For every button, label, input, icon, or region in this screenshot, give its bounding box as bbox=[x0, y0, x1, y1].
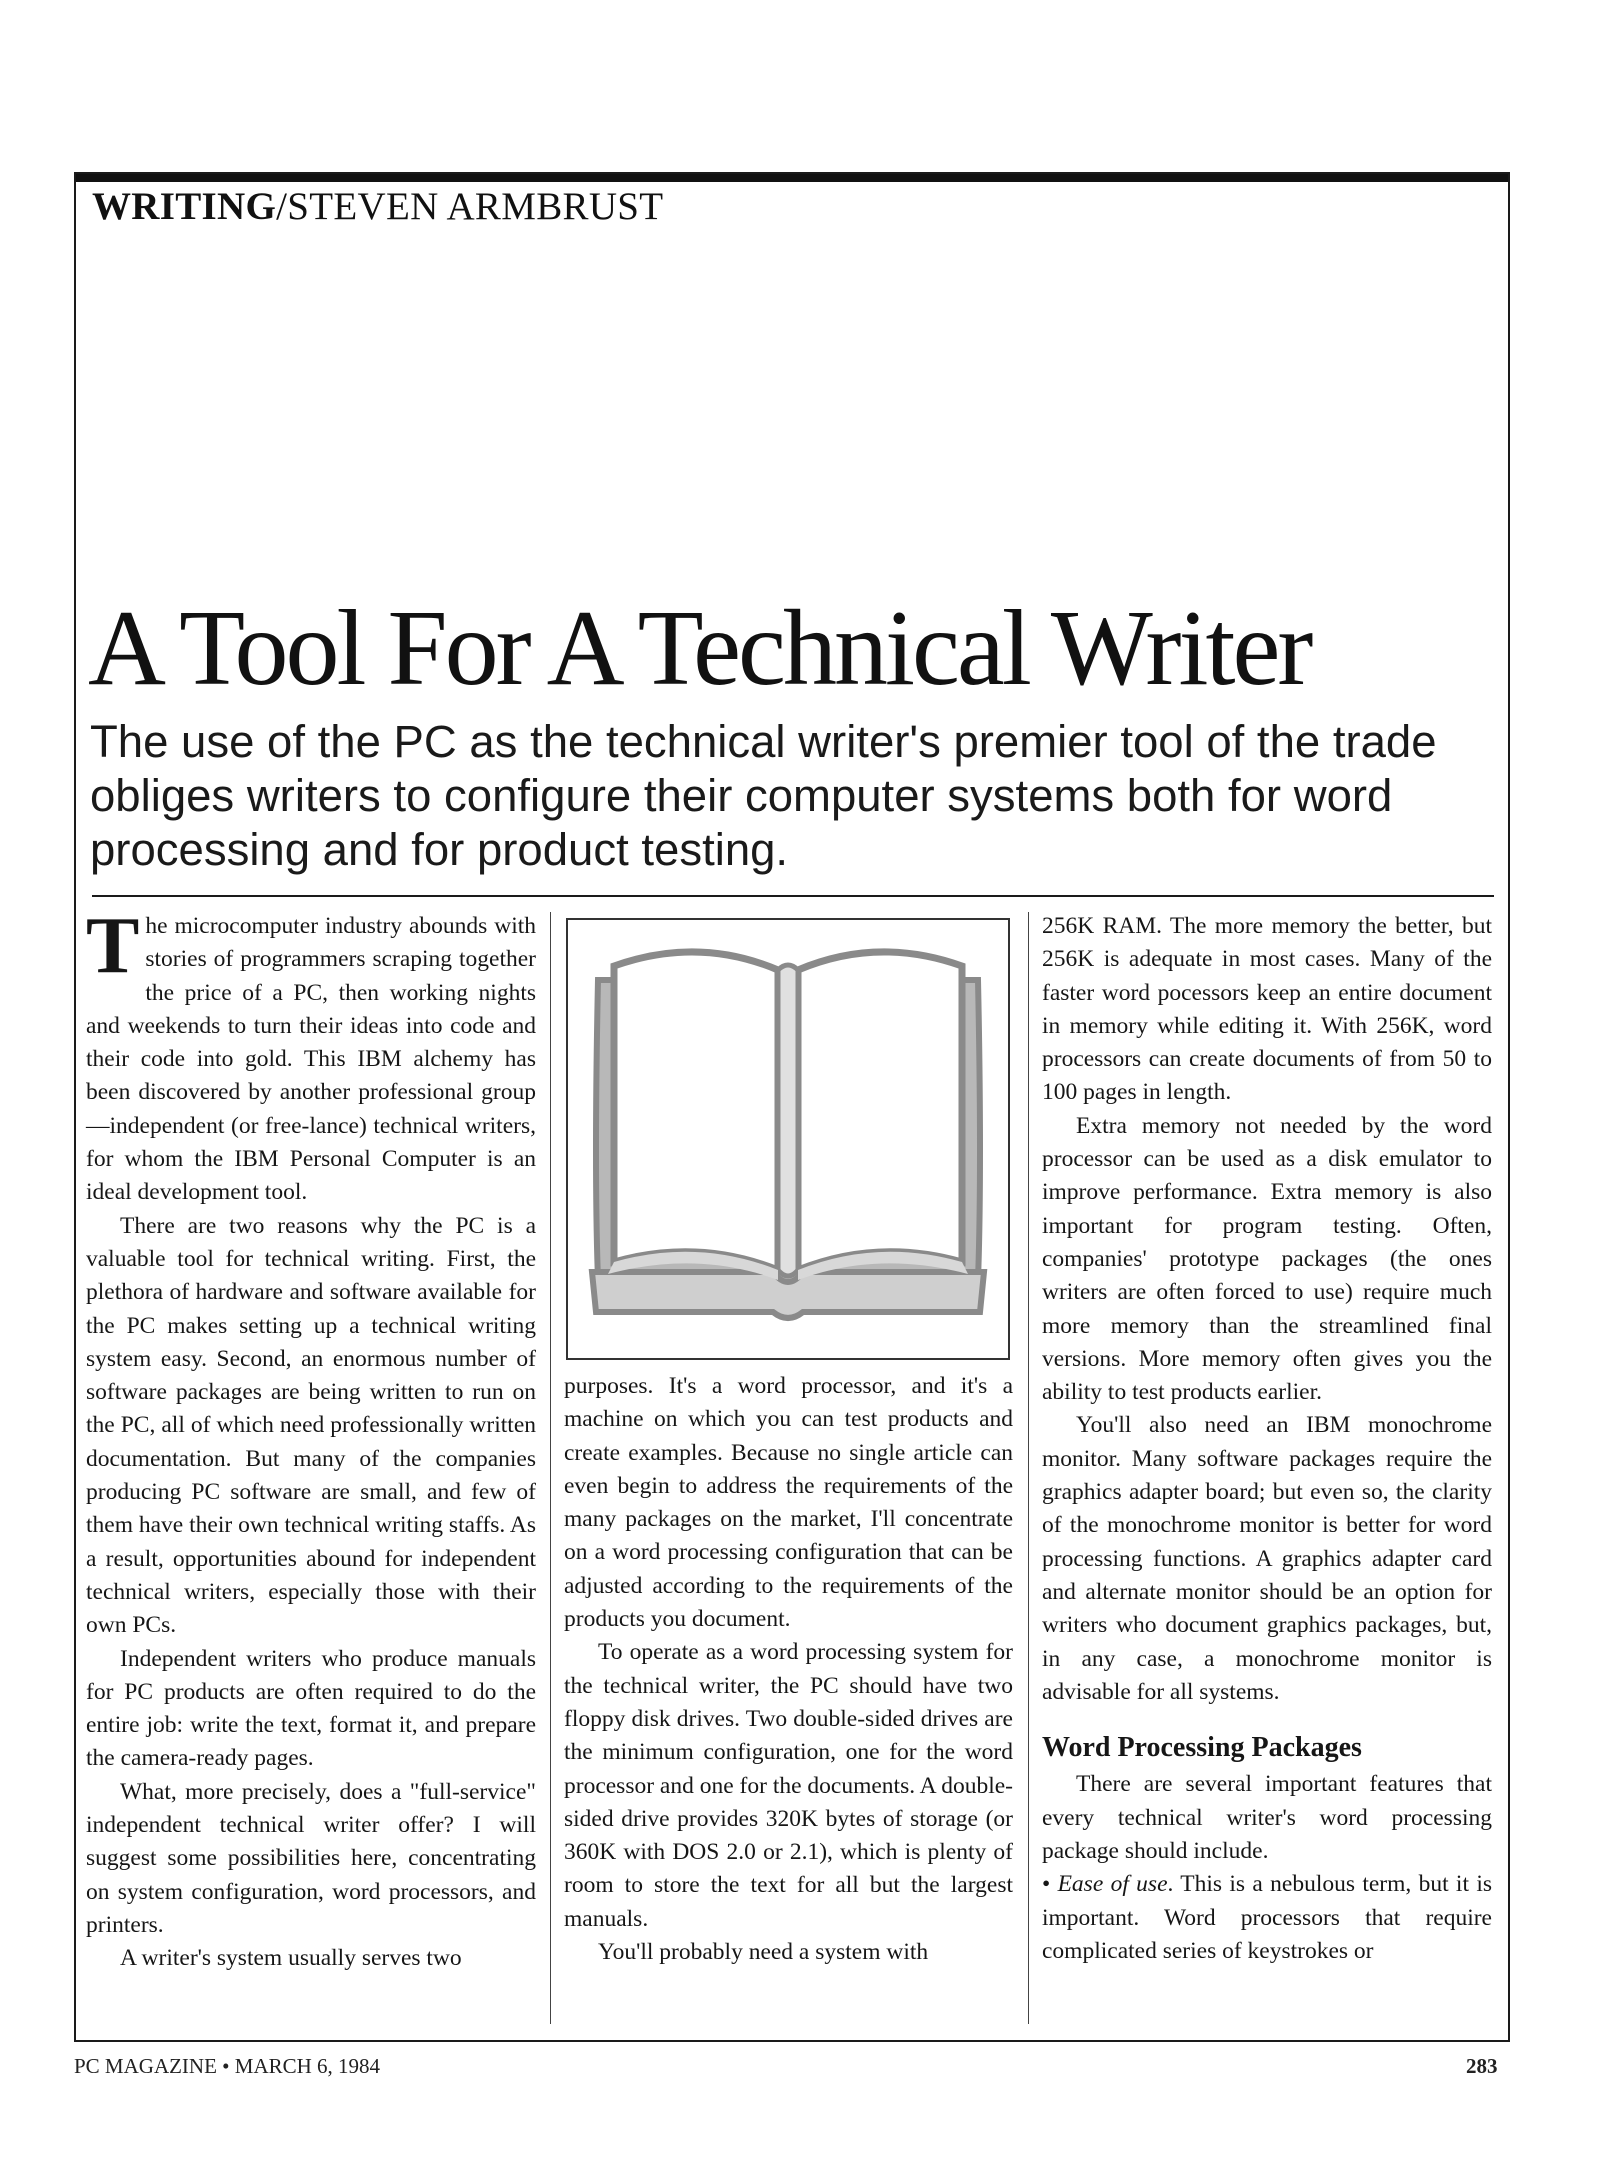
bullet-text: . This is a nebulous term, but it is important. Word processors that require complicated series of keystrokes or bbox=[1042, 1871, 1492, 1964]
author-byline: /STEVEN ARMBRUST bbox=[276, 185, 664, 228]
paragraph bbox=[86, 902, 536, 1210]
bullet-paragraph bbox=[1042, 1868, 1492, 1968]
paragraph: Independent writers who produce manuals for PC products are often required to do the entire job: write the text, format it, and prepare the camera-ready pages. bbox=[86, 1645, 536, 1772]
article-deck: The use of the PC as the technical writer's premier tool of the trade obliges writers to configure their computer systems both for word processing and for product testing. bbox=[90, 716, 1437, 875]
paragraph: You'll also need an IBM monochrome monitor. Many software packages require the graphics adapter board; but even so, the clarity of the monochrome monitor is better for word processing functions. A graphics adapter card and alternate monitor should be an option for writers who document graphics packages, but, in any case, a monochrome monitor is advisable for all systems. bbox=[1042, 1412, 1492, 1705]
column-2 bbox=[564, 1370, 1013, 1969]
page-number: 283 bbox=[1466, 2054, 1498, 2078]
paragraph: A writer's system usually serves two bbox=[120, 1945, 462, 1972]
bullet-label: Ease of use bbox=[1057, 1871, 1168, 1898]
paragraph: To operate as a word processing system for the technical writer, the PC should have two floppy disk drives. Two double-sided drives are the minimum configuration, one for the word processor and one for the documents. A double-sided drive provides 320K bytes of storage (or 360K with DOS 2.0 or 2.1), which is plenty of room to store the text for all but the largest manuals. bbox=[564, 1639, 1014, 1932]
article-title: A Tool For A Technical Writer bbox=[88, 589, 1311, 708]
column-1 bbox=[86, 902, 536, 1976]
paragraph: What, more precisely, does a "full-service" independent technical writer offer? I will suggest some possibilities here, concentrating on system configuration, word processors, and printers. bbox=[86, 1778, 536, 1938]
paragraph: purposes. It's a word processor, and it's a machine on which you can test products and create examples. Because no single article can even begin to address the requirements of the many packages on the market, I'll concentrate on a word processing configuration that can be adjusted according to the requirements of the products you document. bbox=[564, 1373, 1013, 1633]
section-header bbox=[92, 184, 663, 229]
open-book-icon bbox=[568, 920, 1008, 1358]
paragraph: 256K RAM. The more memory the better, but 256K is adequate in most cases. Many of the faster word pocessors keep an entire document in memory while editing it. With 256K, word processors can create documents of from 50 to 100 pages in length. bbox=[1042, 913, 1492, 1106]
paragraph: Extra memory not needed by the word processor can be used as a disk emulator to improve performance. Extra memory is also important for program testing. Often, companies' prototype packages (the ones writers are often forced to use) require much more memory than the streamlined final versions. More memory often gives you the ability to test products earlier. bbox=[1042, 1112, 1492, 1406]
paragraph: There are two reasons why the PC is a valuable tool for technical writing. First, the plethora of hardware and software available for the PC makes setting up a technical writing system easy. Second, an enormous number of software packages are being written to run on the PC, all of which need professionally written documentation. But many of the companies producing PC software are small, and few of them have their own technical writing staffs. As a result, opportunities abound for independent technical writers, especially those with their own PCs. bbox=[86, 1212, 536, 1639]
paragraph: There are several important features that every technical writer's word processing package should include. bbox=[1042, 1771, 1492, 1865]
open-book-illustration bbox=[566, 918, 1010, 1360]
subheading: Word Processing Packages bbox=[1042, 1732, 1362, 1764]
footer-publication: PC MAGAZINE • MARCH 6, 1984 bbox=[74, 2054, 381, 2078]
deck-divider bbox=[92, 895, 1494, 897]
section-name: WRITING bbox=[92, 185, 277, 228]
bullet-icon: • bbox=[1042, 1871, 1051, 1898]
paragraph-text: he microcomputer industry abounds with stories of programmers scraping together the price of a PC, then working nights and weekends to turn their ideas into code and their code into gold. This IBM alchemy has been discovered by another professional group—independent (or free-lance) technical writers, for whom the IBM Personal Computer is an ideal development tool. bbox=[86, 913, 536, 1206]
drop-cap: T bbox=[86, 902, 140, 990]
column-3 bbox=[1042, 910, 1492, 1968]
column-divider-2 bbox=[1028, 912, 1029, 2024]
column-divider-1 bbox=[550, 912, 551, 2024]
paragraph: You'll probably need a system with bbox=[598, 1939, 929, 1966]
